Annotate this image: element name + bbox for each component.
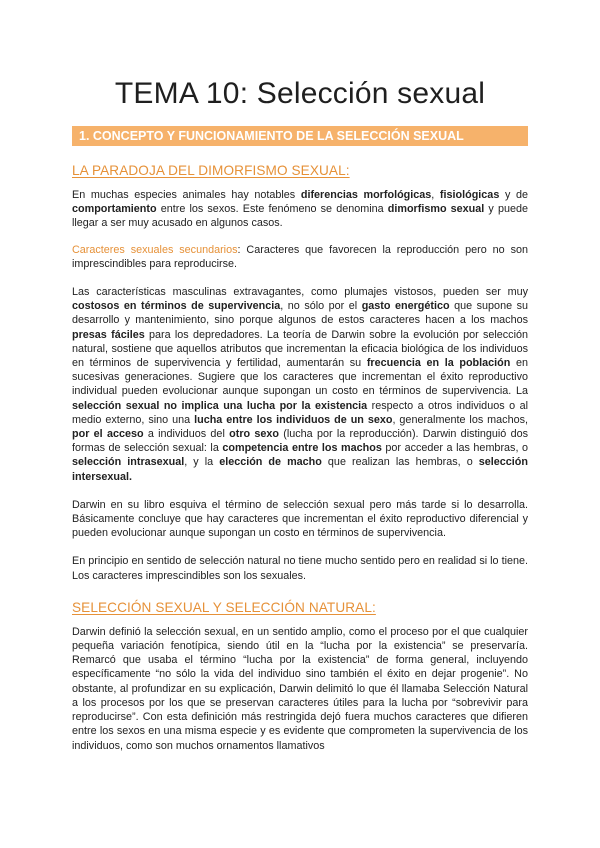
bold-term: selección intrasexual: [72, 456, 185, 469]
section-heading-dimorfismo: LA PARADOJA DEL DIMORFISMO SEXUAL:: [72, 163, 350, 178]
bold-term: por el acceso: [72, 428, 144, 441]
bold-term: elección de macho: [219, 456, 322, 469]
section-heading-seleccion-natural: SELECCIÓN SEXUAL Y SELECCIÓN NATURAL:: [72, 599, 376, 615]
paragraph-caracteristicas-masculinas: [72, 285, 528, 484]
text-run: (lucha por la reproducción). Darwin distinguió dos formas de selección sexual: la: [72, 428, 528, 455]
text-run: por acceder a las hembras, o: [381, 442, 528, 455]
term-label: Caracteres sexuales secundarios: [72, 243, 238, 256]
paragraph-dimorfismo: [72, 188, 528, 231]
bold-term: presas fáciles: [72, 328, 145, 341]
bold-term: selección sexual no implica una lucha por la existencia: [72, 399, 368, 412]
text-run: En principio en sentido de selección natural no tiene mucho sentido pero en realidad si lo tiene. Los caracteres imprescindibles son los sexuales.: [72, 555, 528, 582]
text-run: que supone su desarrollo y mantenimiento, sino porque algunos de estos caracteres hacen a los machos: [72, 300, 528, 327]
text-run: Darwin definió la selección sexual, en un sentido amplio, como el proceso por el que cualquier pequeña variación fenotípica, siendo útil en la “lucha por la existencia” se preservaría. Remarcó que usaba el término “lucha por la existencia” de forma general, incluyendo específicamente “no sólo la vida del individuo sino también el éxito en dejar progenie”. No obstante, al profundizar en su explicación, Darwin delimitó lo que él llamaba Selección Natural a los procesos por los que se preservan caracteres útiles para la lucha por “sobrevivir para reproducirse”. Con esta definición más restringida dejó fuera muchos caracteres que difieren entre los sexos en una misma especie y es evidente que comprometen la supervivencia de los individuos, como son muchos ornamentos llamativos: [72, 625, 528, 752]
bold-term: otro sexo: [229, 428, 279, 441]
bold-term: diferencias morfológicas: [300, 189, 432, 201]
text-run: y puede llegar a ser muy acusado en algunos casos.: [72, 203, 528, 230]
bold-term: comportamiento: [72, 203, 157, 216]
bold-term: costosos en términos de supervivencia: [72, 300, 281, 313]
text-run: y de: [499, 189, 528, 201]
text-run: , generalmente los machos,: [392, 413, 528, 426]
text-run: a individuos del: [143, 428, 230, 441]
text-run: Las características masculinas extravagantes, como plumajes vistosos, pueden ser muy: [72, 286, 528, 299]
paragraph-darwin-definio: [72, 625, 528, 753]
paragraph-seleccion-natural: [72, 554, 528, 582]
text-run: , y la: [184, 456, 220, 469]
bold-term: dimorfismo sexual: [387, 203, 485, 216]
paragraph-caracteres-secundarios: [72, 243, 528, 271]
paragraph-darwin-libro: [72, 498, 528, 541]
bold-term: selección intersexual.: [72, 456, 528, 483]
text-run: , no sólo por el: [280, 300, 362, 313]
bold-term: gasto energético: [361, 300, 450, 313]
text-run: respecto a otros individuos o al medio externo, sino una: [72, 399, 528, 426]
text-run: que realizan las hembras, o: [321, 456, 479, 469]
text-run: entre los sexos. Este fenómeno se denomina: [156, 203, 388, 216]
text-run: : Caracteres que favorecen la reproducción pero no son imprescindibles para reproducirse.: [72, 243, 528, 270]
page-title: TEMA 10: Selección sexual: [114, 77, 486, 110]
text-run: en sucesivas generaciones. Sugiere que los caracteres que incrementan el éxito reproductivo individual pueden evolucionar aunque supongan un costo en términos de supervivencia. La: [72, 357, 528, 398]
text-run: Darwin en su libro esquiva el término de selección sexual pero más tarde si lo desarrolla. Básicamente concluye que hay caracteres que incrementan el éxito reproductivo diferencial y pueden evolucionar aunque supongan un costo en términos de supervivencia.: [72, 498, 528, 540]
bold-term: fisiológicas: [439, 189, 500, 201]
bold-term: lucha entre los individuos de un sexo: [194, 413, 393, 426]
bold-term: frecuencia en la población: [366, 357, 511, 370]
bold-term: competencia entre los machos: [222, 442, 382, 455]
section-banner: 1. CONCEPTO Y FUNCIONAMIENTO DE LA SELECCIÓN SEXUAL: [72, 126, 528, 146]
text-run: para los depredadores. La teoría de Darwin sobre la evolución por selección natural, sostiene que aquellos atributos que incrementan la eficacia biológica de los individuos en términos de supervivencia y fertilidad, aumentarán su: [72, 328, 528, 370]
text-run: ,: [431, 189, 440, 201]
text-run: En muchas especies animales hay notables: [72, 189, 301, 201]
